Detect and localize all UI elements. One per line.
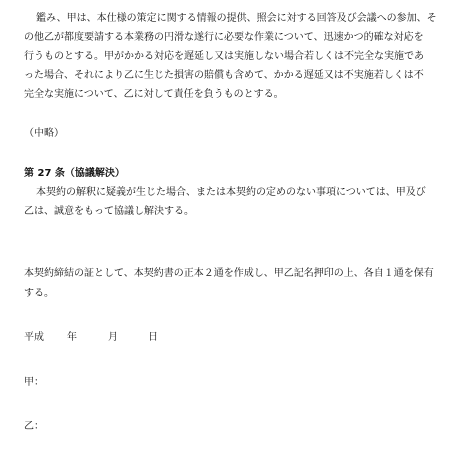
- intro-line-1: 鑑み、甲は、本仕様の策定に関する情報の提供、照会に対する回答及び会議への参加、そ: [36, 13, 437, 24]
- article-body-line-1: 本契約の解釈に疑義が生じた場合、または本契約の定めのない事項については、甲及び: [36, 187, 426, 198]
- closing-line-2: する。: [24, 288, 54, 299]
- date-month-label: 月: [108, 332, 118, 343]
- intro-line-3: 行うものとする。甲がかかる対応を遅延し又は実施しない場合若しくは不完全な実施であ: [24, 51, 424, 62]
- date-era: 平成: [24, 332, 44, 343]
- omission-note: （中略）: [24, 128, 64, 139]
- intro-line-4: った場合、それにより乙に生じた損害の賠償も含めて、かかる遅延又は不実施若しくは不: [24, 70, 424, 81]
- intro-line-2: の他乙が都度要請する本業務の円滑な遂行に必要な作業について、迅速かつ的確な対応を: [24, 32, 424, 43]
- intro-line-5: 完全な実施について、乙に対して責任を負うものとする。: [24, 89, 284, 100]
- closing-line-1: 本契約締結の証として、本契約書の正本２通を作成し、甲乙記名押印の上、各自１通を保有: [24, 268, 434, 279]
- date-year-label: 年: [67, 332, 77, 343]
- signature-party-b: 乙：: [24, 421, 44, 432]
- signature-party-a: 甲：: [24, 377, 44, 388]
- date-day-label: 日: [148, 332, 158, 343]
- article-title: 第 27 条（協議解決）: [24, 168, 125, 179]
- article-body-line-2: 乙は、誠意をもって協議し解決する。: [24, 206, 194, 217]
